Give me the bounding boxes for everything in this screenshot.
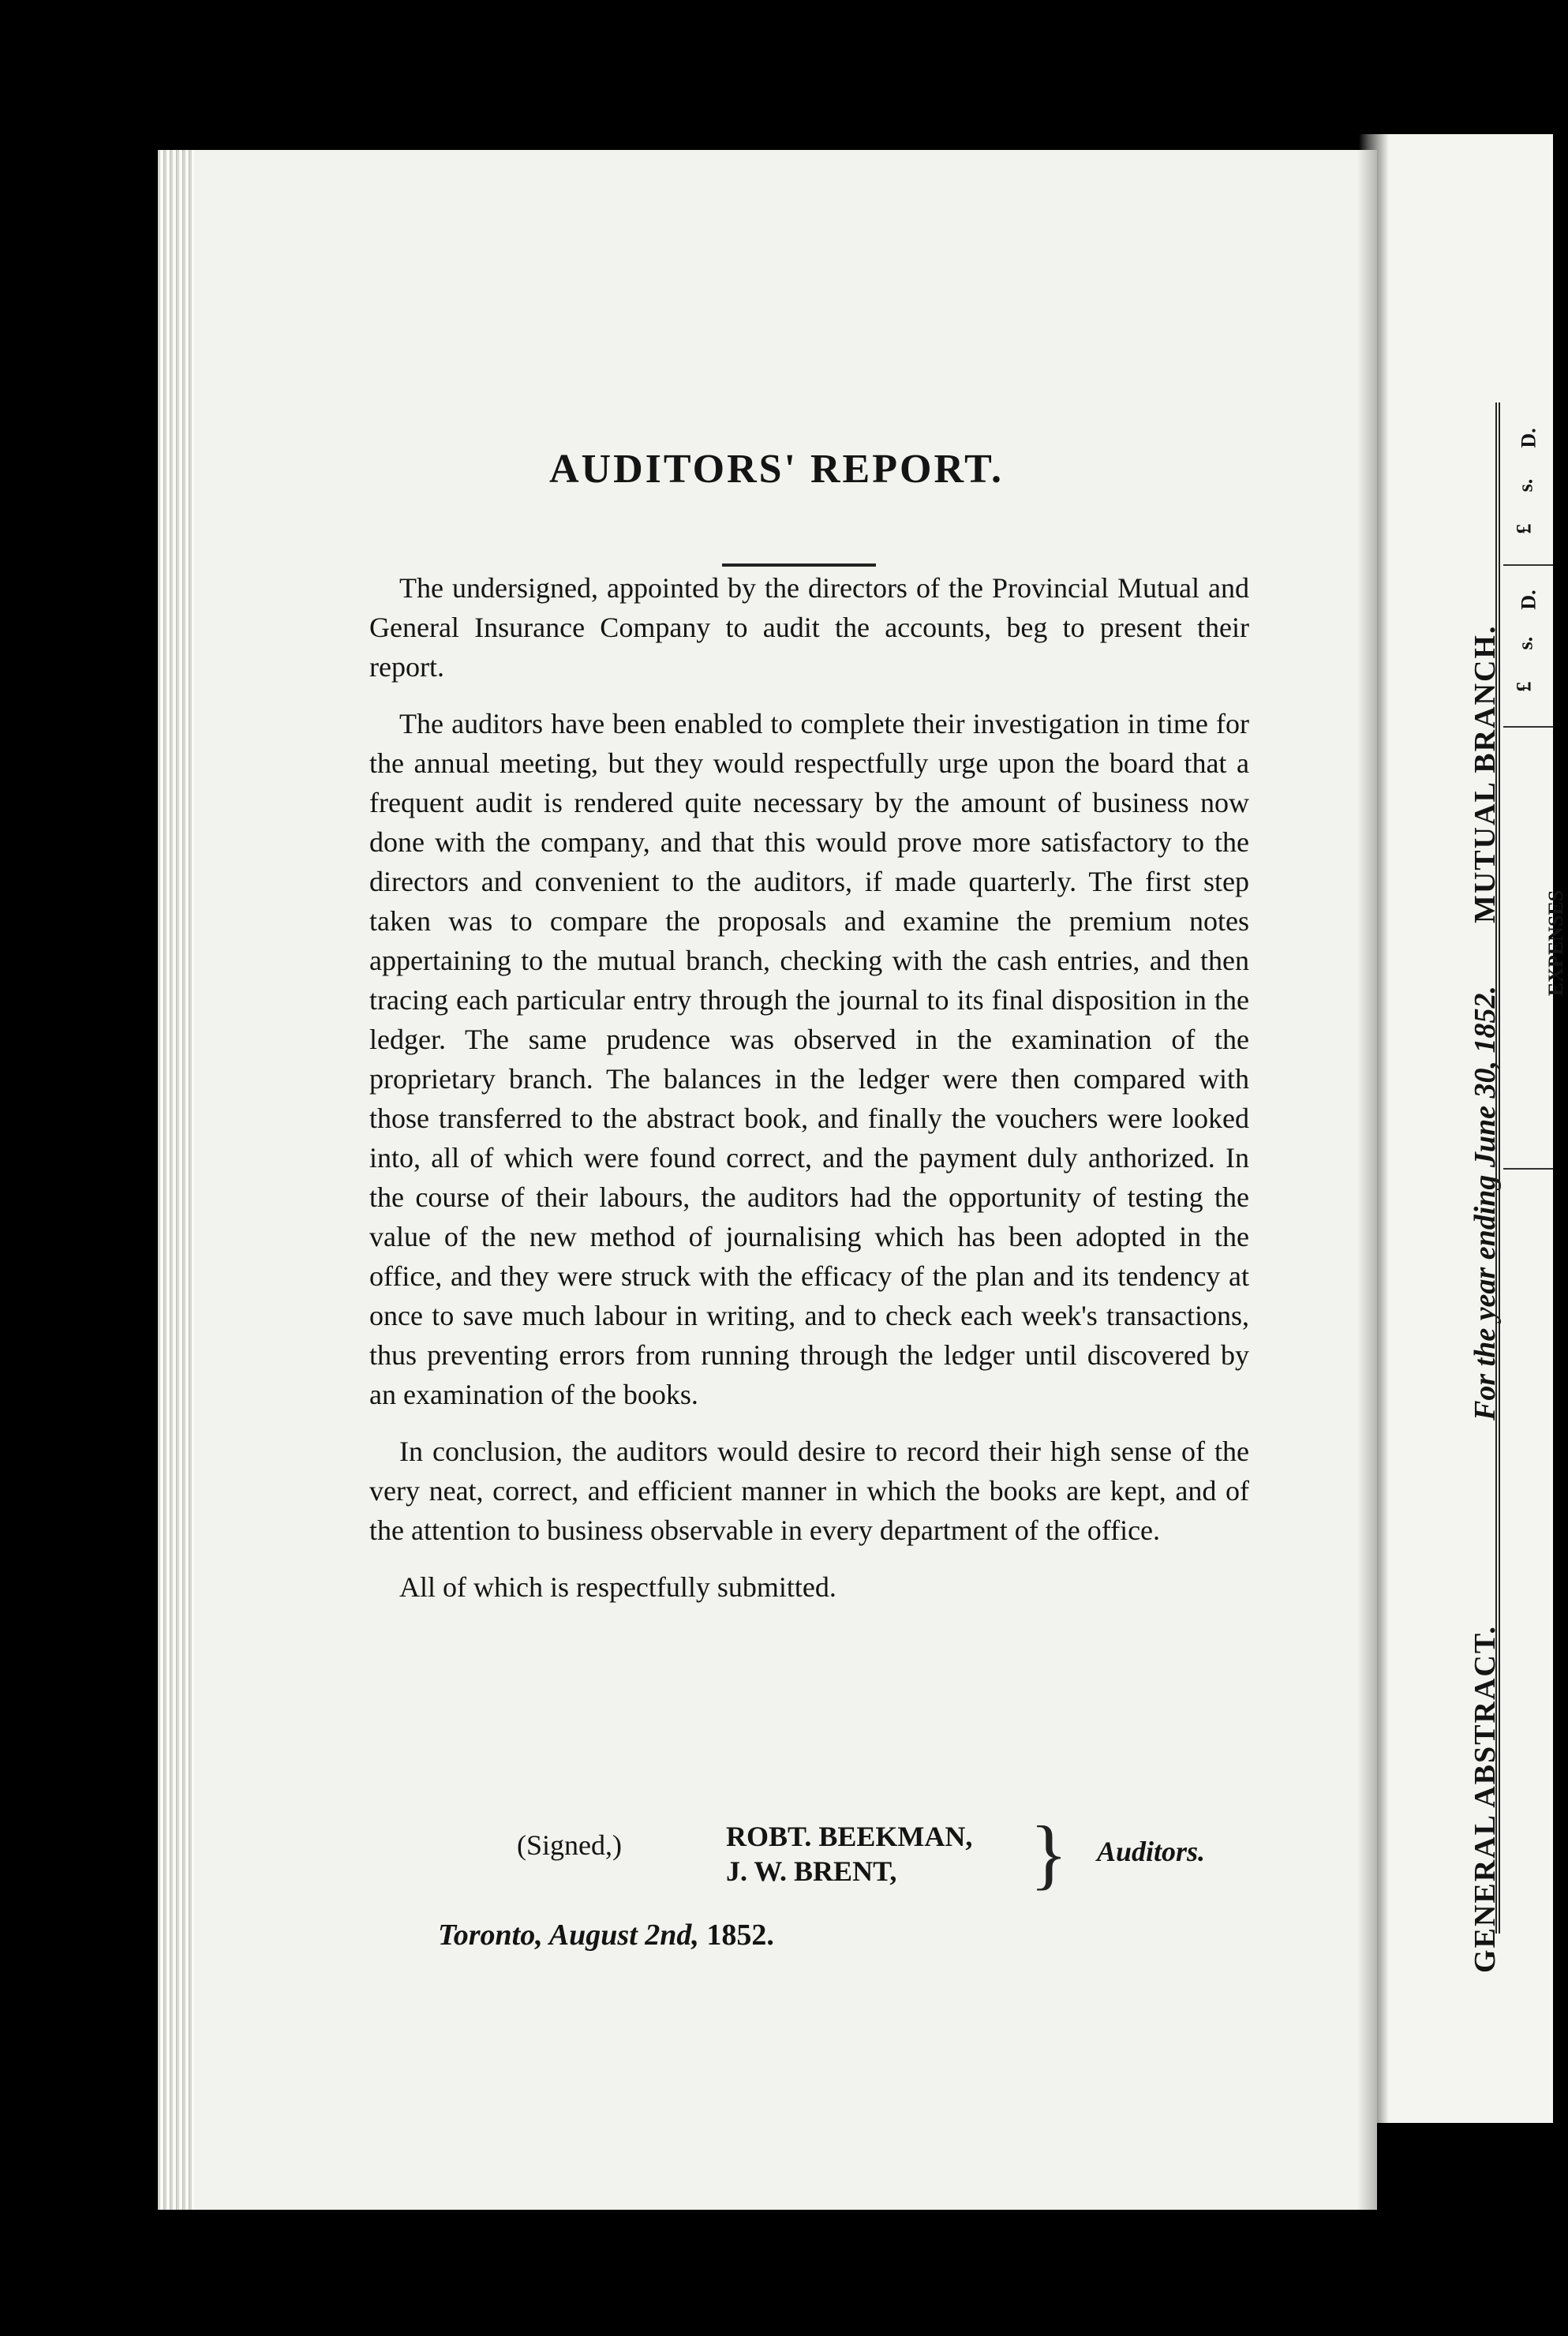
currency-header: £: [1512, 523, 1536, 534]
signature-block: [517, 1810, 1274, 1906]
report-body: [369, 568, 1249, 1624]
mutual-branch-heading: MUTUAL BRANCH.: [1469, 624, 1502, 923]
table-rule: [1503, 726, 1553, 728]
date-place: Toronto, August 2nd,: [438, 1919, 699, 1952]
date-line: [438, 1918, 774, 1952]
currency-header: s.: [1514, 478, 1537, 492]
year-ending-heading: For the year ending June 30, 1852.: [1469, 985, 1502, 1421]
paragraph-investigation: The auditors have been enabled to complete their investigation in time for the annual meeting, but they would respectfully urge upon the board that a frequent audit is rendered quite necessary by the amount of business now done with the company, and that this would prove more satisfactory to the directors and convenient to the auditors, if made quarterly. The first step taken was to compare the proposals and examine the premium notes appertaining to the mutual branch, checking with the cash entries, and then tracing each particular entry through the journal to its final disposition in the ledger. The same prudence was observed in the examination of the proprietary branch. The balances in the ledger were then compared with those transferred to the abstract book, and finally the vouchers were looked into, all of which were found correct, and the payment duly anthorized. In the course of their labours, the auditors had the opportunity of testing the value of the new method of journalising which has been adopted in the office, and they were struck with the efficacy of the plan and its tendency at once to save much labour in writing, and to check each week's transactions, thus preventing errors from running through the ledger until discovered by an examination of the books.: [369, 708, 1249, 1410]
signatory-names: [726, 1819, 972, 1889]
currency-header: £: [1512, 681, 1536, 692]
table-rule: [1503, 564, 1553, 566]
brace-icon: }: [1030, 1810, 1068, 1897]
table-rule: [1503, 1168, 1553, 1170]
signed-label: (Signed,): [517, 1829, 622, 1861]
currency-header: s.: [1514, 636, 1537, 650]
paragraph-submitted: All of which is respectfully submitted.: [399, 1571, 836, 1603]
paragraph-intro: The undersigned, appointed by the directors of the Provincial Mutual and General Insurance Company to audit the accounts, beg to present their report.: [369, 572, 1249, 683]
signatory-2: J. W. BRENT,: [726, 1855, 897, 1887]
title-rule: [722, 563, 876, 567]
page-title: AUDITORS' REPORT.: [548, 447, 1004, 492]
currency-header: D.: [1517, 428, 1540, 448]
currency-header: D.: [1517, 590, 1540, 610]
general-abstract-heading: GENERAL ABSTRACT.: [1469, 1625, 1502, 1973]
paragraph-conclusion: In conclusion, the auditors would desire to record their high sense of the very neat, correct, and efficient manner in which the books are kept, and of the attention to business observable in every department of the office.: [369, 1436, 1249, 1546]
signatory-1: ROBT. BEEKMAN,: [726, 1821, 973, 1852]
date-year: 1852.: [706, 1919, 774, 1952]
expenses-column-header: EXPENSES: [1544, 889, 1568, 997]
auditors-role: Auditors.: [1097, 1836, 1206, 1867]
